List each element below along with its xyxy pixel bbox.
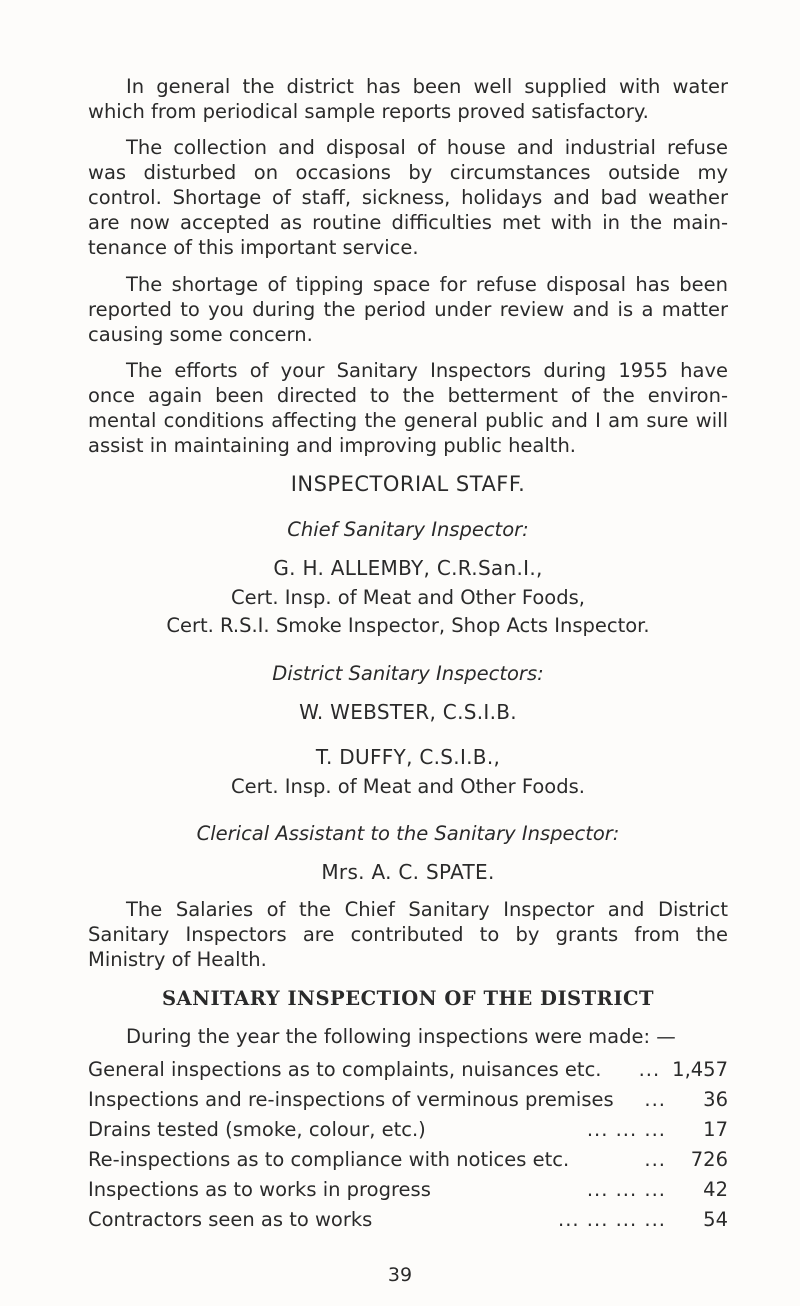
inspection-intro: During the year the following inspections were made: — (126, 1025, 676, 1048)
chief-inspector-cert-2: Cert. R.S.I. Smoke Inspector, Shop Acts Inspector. (166, 614, 650, 637)
inspection-row-value: 726 (690, 1148, 728, 1171)
leader-dots: ... ... ... (586, 1118, 666, 1141)
district-inspector-cert: Cert. Insp. of Meat and Other Foods. (231, 775, 585, 798)
clerical-assistant-title: Clerical Assistant to the Sanitary Inspector: (196, 822, 620, 845)
page-number: 39 (387, 1264, 413, 1286)
paragraph-inspectors-efforts: The efforts of your Sanitary Inspectors during 1955 have once again been directed to the betterment of the environ- mental conditions affecting the general public and I am sure will assist in maintaining and improving public health. (88, 359, 728, 457)
inspection-row (88, 1118, 728, 1143)
inspection-row (88, 1208, 728, 1233)
leader-dots: ... (638, 1058, 661, 1081)
paragraph-tipping-space: The shortage of tipping space for refuse disposal has been reported to you during the period under review and is a matter causing some concern. (88, 273, 728, 346)
paragraph-water-supply: In general the district has been well supplied with water which from periodical sample reports proved satisfactory. (88, 75, 728, 123)
inspection-row-label: General inspections as to complaints, nuisances etc. (88, 1058, 602, 1081)
leader-dots: ... (644, 1148, 666, 1171)
inspection-row-label: Inspections as to works in progress (88, 1178, 431, 1201)
inspection-row-label: Contractors seen as to works (88, 1208, 373, 1231)
inspection-row (88, 1058, 728, 1083)
inspection-row-value: 42 (703, 1178, 728, 1201)
inspection-heading: SANITARY INSPECTION OF THE DISTRICT (161, 987, 655, 1010)
chief-inspector-name: G. H. ALLEMBY, C.R.San.I., (273, 556, 543, 580)
district-inspector-name-2: T. DUFFY, C.S.I.B., (315, 745, 501, 769)
paragraph-refuse-collection: The collection and disposal of house and industrial refuse was disturbed on occasions by circumstances outside my control. Shortage of staff, sickness, holidays and bad weather are now accepted as routine difficulties met with in the main- tenance of this important service. (88, 136, 728, 259)
inspection-row-value: 1,457 (672, 1058, 728, 1081)
inspection-row (88, 1088, 728, 1113)
inspection-row-value: 36 (703, 1088, 728, 1111)
district-inspectors-title: District Sanitary Inspectors: (272, 662, 544, 685)
district-inspector-name-1: W. WEBSTER, C.S.I.B. (299, 700, 517, 724)
inspection-row-label: Drains tested (smoke, colour, etc.) (88, 1118, 426, 1141)
inspection-row-value: 17 (703, 1118, 728, 1141)
inspection-row-value: 54 (703, 1208, 728, 1231)
inspection-row-label: Inspections and re-inspections of verminous premises (88, 1088, 614, 1111)
clerical-assistant-name: Mrs. A. C. SPATE. (321, 860, 495, 884)
leader-dots: ... (644, 1088, 666, 1111)
inspection-row (88, 1148, 728, 1173)
leader-dots: ... ... ... (586, 1178, 666, 1201)
inspection-row (88, 1178, 728, 1203)
chief-inspector-title: Chief Sanitary Inspector: (287, 518, 529, 541)
paragraph-salaries: The Salaries of the Chief Sanitary Inspector and District Sanitary Inspectors are contributed to by grants from the Ministry of Health. (88, 898, 728, 971)
chief-inspector-cert-1: Cert. Insp. of Meat and Other Foods, (231, 586, 585, 609)
leader-dots: ... ... ... ... (558, 1208, 666, 1231)
inspection-row-label: Re-inspections as to compliance with notices etc. (88, 1148, 570, 1171)
staff-heading: INSPECTORIAL STAFF. (290, 472, 526, 496)
